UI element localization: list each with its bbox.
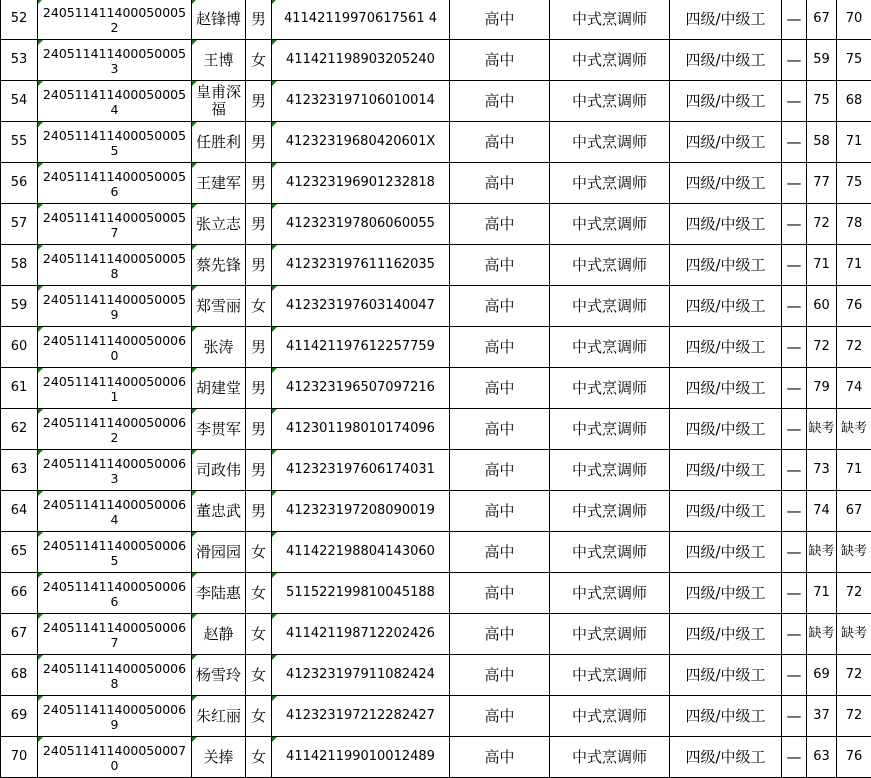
row-number: 63 bbox=[1, 450, 38, 491]
ticket-number: 240511411400050006 2 bbox=[38, 409, 192, 450]
theory-score: 37 bbox=[807, 696, 837, 737]
candidate-name: 朱红丽 bbox=[192, 696, 246, 737]
level: 四级/中级工 bbox=[670, 696, 782, 737]
id-number: 412323196507097216 bbox=[272, 368, 450, 409]
education: 高中 bbox=[450, 491, 550, 532]
education: 高中 bbox=[450, 409, 550, 450]
level: 四级/中级工 bbox=[670, 40, 782, 81]
row-number: 60 bbox=[1, 327, 38, 368]
table-row bbox=[1, 696, 871, 737]
gender: 男 bbox=[246, 163, 272, 204]
occupation: 中式烹调师 bbox=[550, 450, 670, 491]
practice-score: 71 bbox=[837, 122, 871, 163]
table-row bbox=[1, 655, 871, 696]
gender: 男 bbox=[246, 245, 272, 286]
practice-score: 72 bbox=[837, 655, 871, 696]
gender: 女 bbox=[246, 286, 272, 327]
row-number: 68 bbox=[1, 655, 38, 696]
ticket-number: 240511411400050005 8 bbox=[38, 245, 192, 286]
ticket-number: 240511411400050006 3 bbox=[38, 450, 192, 491]
dash-cell: — bbox=[782, 122, 807, 163]
id-number: 412323197911082424 bbox=[272, 655, 450, 696]
candidate-name: 赵静 bbox=[192, 614, 246, 655]
ticket-number: 240511411400050005 3 bbox=[38, 40, 192, 81]
education: 高中 bbox=[450, 40, 550, 81]
occupation: 中式烹调师 bbox=[550, 532, 670, 573]
practice-score: 74 bbox=[837, 368, 871, 409]
candidate-name: 李陆惠 bbox=[192, 573, 246, 614]
candidate-name: 司政伟 bbox=[192, 450, 246, 491]
row-number: 61 bbox=[1, 368, 38, 409]
dash-cell: — bbox=[782, 368, 807, 409]
occupation: 中式烹调师 bbox=[550, 204, 670, 245]
table-row bbox=[1, 40, 871, 81]
occupation: 中式烹调师 bbox=[550, 737, 670, 778]
row-number: 70 bbox=[1, 737, 38, 778]
education: 高中 bbox=[450, 163, 550, 204]
candidate-name: 杨雪玲 bbox=[192, 655, 246, 696]
candidate-name: 滑园园 bbox=[192, 532, 246, 573]
practice-score: 78 bbox=[837, 204, 871, 245]
table-row bbox=[1, 409, 871, 450]
education: 高中 bbox=[450, 573, 550, 614]
row-number: 52 bbox=[1, 0, 38, 40]
table-row bbox=[1, 204, 871, 245]
dash-cell: — bbox=[782, 204, 807, 245]
level: 四级/中级工 bbox=[670, 0, 782, 40]
level: 四级/中级工 bbox=[670, 368, 782, 409]
row-number: 54 bbox=[1, 81, 38, 122]
candidate-name: 郑雪丽 bbox=[192, 286, 246, 327]
level: 四级/中级工 bbox=[670, 286, 782, 327]
table-row bbox=[1, 573, 871, 614]
level: 四级/中级工 bbox=[670, 532, 782, 573]
ticket-number: 240511411400050006 0 bbox=[38, 327, 192, 368]
theory-score: 72 bbox=[807, 204, 837, 245]
dash-cell: — bbox=[782, 327, 807, 368]
id-number: 411421197612257759 bbox=[272, 327, 450, 368]
education: 高中 bbox=[450, 614, 550, 655]
row-number: 57 bbox=[1, 204, 38, 245]
theory-score: 73 bbox=[807, 450, 837, 491]
level: 四级/中级工 bbox=[670, 614, 782, 655]
candidate-name: 李贯军 bbox=[192, 409, 246, 450]
level: 四级/中级工 bbox=[670, 409, 782, 450]
theory-score: 72 bbox=[807, 327, 837, 368]
practice-score: 67 bbox=[837, 491, 871, 532]
table-row bbox=[1, 614, 871, 655]
table-body bbox=[1, 0, 871, 778]
education: 高中 bbox=[450, 450, 550, 491]
level: 四级/中级工 bbox=[670, 204, 782, 245]
practice-score: 72 bbox=[837, 327, 871, 368]
practice-score: 71 bbox=[837, 450, 871, 491]
row-number: 62 bbox=[1, 409, 38, 450]
table-row bbox=[1, 491, 871, 532]
candidate-name: 皇甫深福 bbox=[192, 81, 246, 122]
theory-score: 71 bbox=[807, 245, 837, 286]
occupation: 中式烹调师 bbox=[550, 573, 670, 614]
education: 高中 bbox=[450, 532, 550, 573]
occupation: 中式烹调师 bbox=[550, 122, 670, 163]
row-number: 53 bbox=[1, 40, 38, 81]
practice-score: 76 bbox=[837, 286, 871, 327]
candidate-name: 王建军 bbox=[192, 163, 246, 204]
dash-cell: — bbox=[782, 655, 807, 696]
gender: 女 bbox=[246, 40, 272, 81]
gender: 男 bbox=[246, 409, 272, 450]
practice-score: 75 bbox=[837, 40, 871, 81]
id-number: 411421198903205240 bbox=[272, 40, 450, 81]
occupation: 中式烹调师 bbox=[550, 655, 670, 696]
gender: 男 bbox=[246, 81, 272, 122]
candidate-name: 胡建堂 bbox=[192, 368, 246, 409]
dash-cell: — bbox=[782, 409, 807, 450]
education: 高中 bbox=[450, 122, 550, 163]
candidate-name: 关捧 bbox=[192, 737, 246, 778]
row-number: 65 bbox=[1, 532, 38, 573]
gender: 女 bbox=[246, 696, 272, 737]
candidate-name: 张立志 bbox=[192, 204, 246, 245]
education: 高中 bbox=[450, 204, 550, 245]
gender: 男 bbox=[246, 491, 272, 532]
ticket-number: 240511411400050006 5 bbox=[38, 532, 192, 573]
id-number: 41232319680420601X bbox=[272, 122, 450, 163]
gender: 女 bbox=[246, 737, 272, 778]
candidate-name: 董忠武 bbox=[192, 491, 246, 532]
ticket-number: 240511411400050007 0 bbox=[38, 737, 192, 778]
ticket-number: 240511411400050006 8 bbox=[38, 655, 192, 696]
id-number: 411422198804143060 bbox=[272, 532, 450, 573]
table-row bbox=[1, 450, 871, 491]
dash-cell: — bbox=[782, 245, 807, 286]
level: 四级/中级工 bbox=[670, 81, 782, 122]
ticket-number: 240511411400050005 6 bbox=[38, 163, 192, 204]
id-number: 412323197611162035 bbox=[272, 245, 450, 286]
id-number: 412323197106010014 bbox=[272, 81, 450, 122]
occupation: 中式烹调师 bbox=[550, 245, 670, 286]
id-number: 411421198712202426 bbox=[272, 614, 450, 655]
ticket-number: 240511411400050006 1 bbox=[38, 368, 192, 409]
occupation: 中式烹调师 bbox=[550, 81, 670, 122]
table-row bbox=[1, 327, 871, 368]
ticket-number: 240511411400050006 7 bbox=[38, 614, 192, 655]
education: 高中 bbox=[450, 81, 550, 122]
theory-score: 74 bbox=[807, 491, 837, 532]
id-number: 412301198010174096 bbox=[272, 409, 450, 450]
dash-cell: — bbox=[782, 573, 807, 614]
ticket-number: 240511411400050005 5 bbox=[38, 122, 192, 163]
dash-cell: — bbox=[782, 491, 807, 532]
ticket-number: 240511411400050005 7 bbox=[38, 204, 192, 245]
row-number: 69 bbox=[1, 696, 38, 737]
occupation: 中式烹调师 bbox=[550, 0, 670, 40]
occupation: 中式烹调师 bbox=[550, 327, 670, 368]
theory-score: 缺考 bbox=[807, 409, 837, 450]
dash-cell: — bbox=[782, 532, 807, 573]
row-number: 64 bbox=[1, 491, 38, 532]
practice-score: 72 bbox=[837, 573, 871, 614]
occupation: 中式烹调师 bbox=[550, 163, 670, 204]
theory-score: 60 bbox=[807, 286, 837, 327]
candidate-name: 任胜利 bbox=[192, 122, 246, 163]
theory-score: 75 bbox=[807, 81, 837, 122]
table-row bbox=[1, 122, 871, 163]
ticket-number: 240511411400050006 9 bbox=[38, 696, 192, 737]
table-row bbox=[1, 81, 871, 122]
gender: 男 bbox=[246, 122, 272, 163]
education: 高中 bbox=[450, 0, 550, 40]
level: 四级/中级工 bbox=[670, 491, 782, 532]
education: 高中 bbox=[450, 286, 550, 327]
ticket-number: 240511411400050006 6 bbox=[38, 573, 192, 614]
occupation: 中式烹调师 bbox=[550, 40, 670, 81]
practice-score: 76 bbox=[837, 737, 871, 778]
table-row bbox=[1, 737, 871, 778]
level: 四级/中级工 bbox=[670, 327, 782, 368]
id-number: 412323197212282427 bbox=[272, 696, 450, 737]
occupation: 中式烹调师 bbox=[550, 368, 670, 409]
dash-cell: — bbox=[782, 40, 807, 81]
dash-cell: — bbox=[782, 696, 807, 737]
gender: 女 bbox=[246, 614, 272, 655]
row-number: 67 bbox=[1, 614, 38, 655]
id-number: 412323197208090019 bbox=[272, 491, 450, 532]
ticket-number: 240511411400050005 4 bbox=[38, 81, 192, 122]
gender: 女 bbox=[246, 573, 272, 614]
level: 四级/中级工 bbox=[670, 163, 782, 204]
gender: 女 bbox=[246, 655, 272, 696]
theory-score: 58 bbox=[807, 122, 837, 163]
theory-score: 69 bbox=[807, 655, 837, 696]
dash-cell: — bbox=[782, 737, 807, 778]
theory-score: 79 bbox=[807, 368, 837, 409]
dash-cell: — bbox=[782, 450, 807, 491]
theory-score: 缺考 bbox=[807, 614, 837, 655]
id-number: 411421199010012489 bbox=[272, 737, 450, 778]
occupation: 中式烹调师 bbox=[550, 286, 670, 327]
education: 高中 bbox=[450, 696, 550, 737]
practice-score: 缺考 bbox=[837, 409, 871, 450]
table-row bbox=[1, 0, 871, 40]
row-number: 56 bbox=[1, 163, 38, 204]
candidate-name: 张涛 bbox=[192, 327, 246, 368]
occupation: 中式烹调师 bbox=[550, 614, 670, 655]
id-number: 412323196901232818 bbox=[272, 163, 450, 204]
table-row bbox=[1, 163, 871, 204]
practice-score: 70 bbox=[837, 0, 871, 40]
row-number: 59 bbox=[1, 286, 38, 327]
ticket-number: 240511411400050005 2 bbox=[38, 0, 192, 40]
practice-score: 75 bbox=[837, 163, 871, 204]
dash-cell: — bbox=[782, 163, 807, 204]
id-number: 412323197606174031 bbox=[272, 450, 450, 491]
candidate-name: 赵锋博 bbox=[192, 0, 246, 40]
id-number: 511522199810045188 bbox=[272, 573, 450, 614]
gender: 男 bbox=[246, 450, 272, 491]
dash-cell: — bbox=[782, 614, 807, 655]
gender: 男 bbox=[246, 368, 272, 409]
table-row bbox=[1, 532, 871, 573]
id-number: 412323197603140047 bbox=[272, 286, 450, 327]
gender: 男 bbox=[246, 0, 272, 40]
level: 四级/中级工 bbox=[670, 245, 782, 286]
theory-score: 77 bbox=[807, 163, 837, 204]
row-number: 58 bbox=[1, 245, 38, 286]
education: 高中 bbox=[450, 245, 550, 286]
education: 高中 bbox=[450, 368, 550, 409]
ticket-number: 240511411400050006 4 bbox=[38, 491, 192, 532]
level: 四级/中级工 bbox=[670, 737, 782, 778]
theory-score: 缺考 bbox=[807, 532, 837, 573]
practice-score: 68 bbox=[837, 81, 871, 122]
practice-score: 缺考 bbox=[837, 532, 871, 573]
ticket-number: 240511411400050005 9 bbox=[38, 286, 192, 327]
id-number: 41142119970617561 4 bbox=[272, 0, 450, 40]
gender: 男 bbox=[246, 327, 272, 368]
gender: 男 bbox=[246, 204, 272, 245]
level: 四级/中级工 bbox=[670, 450, 782, 491]
occupation: 中式烹调师 bbox=[550, 491, 670, 532]
theory-score: 67 bbox=[807, 0, 837, 40]
dash-cell: — bbox=[782, 286, 807, 327]
level: 四级/中级工 bbox=[670, 655, 782, 696]
practice-score: 71 bbox=[837, 245, 871, 286]
education: 高中 bbox=[450, 655, 550, 696]
level: 四级/中级工 bbox=[670, 122, 782, 163]
table-row bbox=[1, 368, 871, 409]
occupation: 中式烹调师 bbox=[550, 409, 670, 450]
id-number: 412323197806060055 bbox=[272, 204, 450, 245]
row-number: 66 bbox=[1, 573, 38, 614]
theory-score: 63 bbox=[807, 737, 837, 778]
level: 四级/中级工 bbox=[670, 573, 782, 614]
practice-score: 缺考 bbox=[837, 614, 871, 655]
theory-score: 71 bbox=[807, 573, 837, 614]
education: 高中 bbox=[450, 327, 550, 368]
row-number: 55 bbox=[1, 122, 38, 163]
gender: 女 bbox=[246, 532, 272, 573]
occupation: 中式烹调师 bbox=[550, 696, 670, 737]
table-row bbox=[1, 245, 871, 286]
theory-score: 59 bbox=[807, 40, 837, 81]
practice-score: 72 bbox=[837, 696, 871, 737]
candidate-name: 蔡先锋 bbox=[192, 245, 246, 286]
dash-cell: — bbox=[782, 0, 807, 40]
dash-cell: — bbox=[782, 81, 807, 122]
candidate-name: 王博 bbox=[192, 40, 246, 81]
table-row bbox=[1, 286, 871, 327]
education: 高中 bbox=[450, 737, 550, 778]
